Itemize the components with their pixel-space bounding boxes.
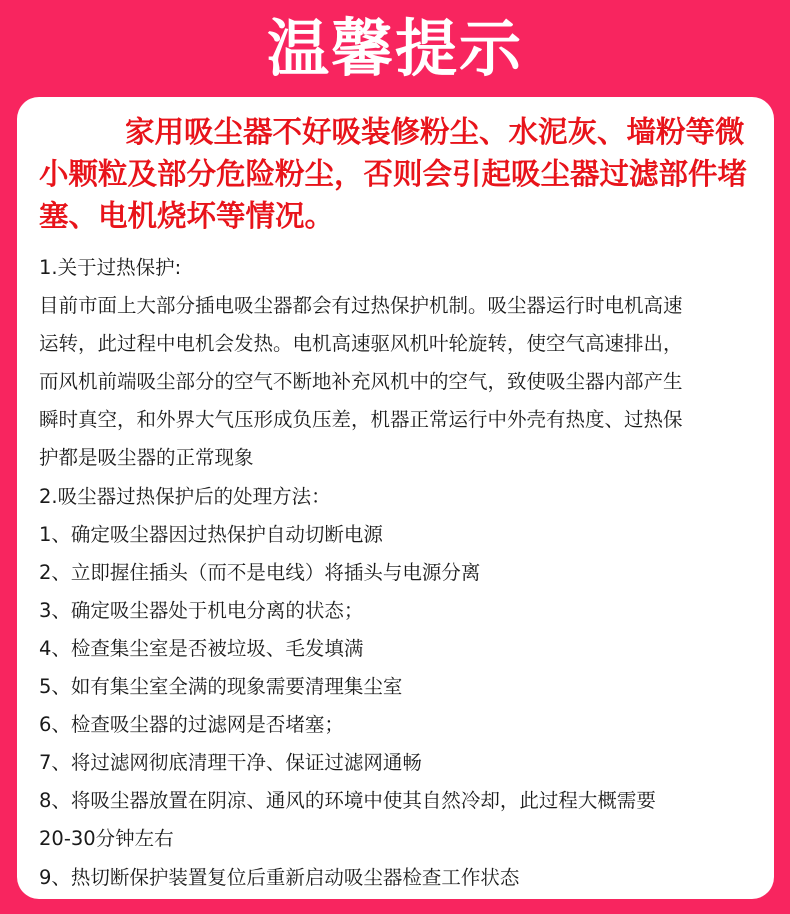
content-card xyxy=(17,97,774,899)
list-item: 7、将过滤网彻底清理干净、保证过滤网通畅 xyxy=(39,751,422,775)
section-heading-handling: 2.吸尘器过热保护后的处理方法： xyxy=(39,484,331,508)
list-item: 1、确定吸尘器因过热保护自动切断电源 xyxy=(39,522,383,546)
list-item: 8、将吸尘器放置在阴凉、通风的环境中使其自然冷却，此过程大概需要 xyxy=(39,789,656,813)
list-item: 2、立即握住插头（而不是电线）将插头与电源分离 xyxy=(39,560,481,584)
paragraph-line: 运转，此过程中电机会发热。电机高速驱风机叶轮旋转，使空气高速排出， xyxy=(39,332,683,356)
warning-text xyxy=(39,111,750,237)
paragraph-line: 而风机前端吸尘部分的空气不断地补充风机中的空气，致使吸尘器内部产生 xyxy=(39,370,683,394)
section-heading-overheat: 1.关于过热保护: xyxy=(39,256,182,279)
paragraph-line: 目前市面上大部分插电吸尘器都会有过热保护机制。吸尘器运行时电机高速 xyxy=(39,294,683,318)
paragraph-line: 瞬时真空，和外界大气压形成负压差，机器正常运行中外壳有热度、过热保 xyxy=(39,408,683,432)
list-item: 5、如有集尘室全满的现象需要清理集尘室 xyxy=(39,675,403,699)
list-item: 6、检查吸尘器的过滤网是否堵塞； xyxy=(39,713,344,737)
list-item: 9、热切断保护装置复位后重新启动吸尘器检查工作状态 xyxy=(39,865,520,889)
list-item: 4、检查集尘室是否被垃圾、毛发填满 xyxy=(39,636,364,660)
page-title: 温馨提示 xyxy=(266,12,523,85)
warning-text-content: 家用吸尘器不好吸装修粉尘、水泥灰、墙粉等微小颗粒及部分危险粉尘，否则会引起吸尘器过滤部件堵塞、电机烧坏等情况。 xyxy=(39,115,748,233)
list-item-continuation: 20-30分钟左右 xyxy=(39,827,174,851)
paragraph-line: 护都是吸尘器的正常现象 xyxy=(39,446,254,470)
list-item: 3、确定吸尘器处于机电分离的状态； xyxy=(39,598,364,622)
